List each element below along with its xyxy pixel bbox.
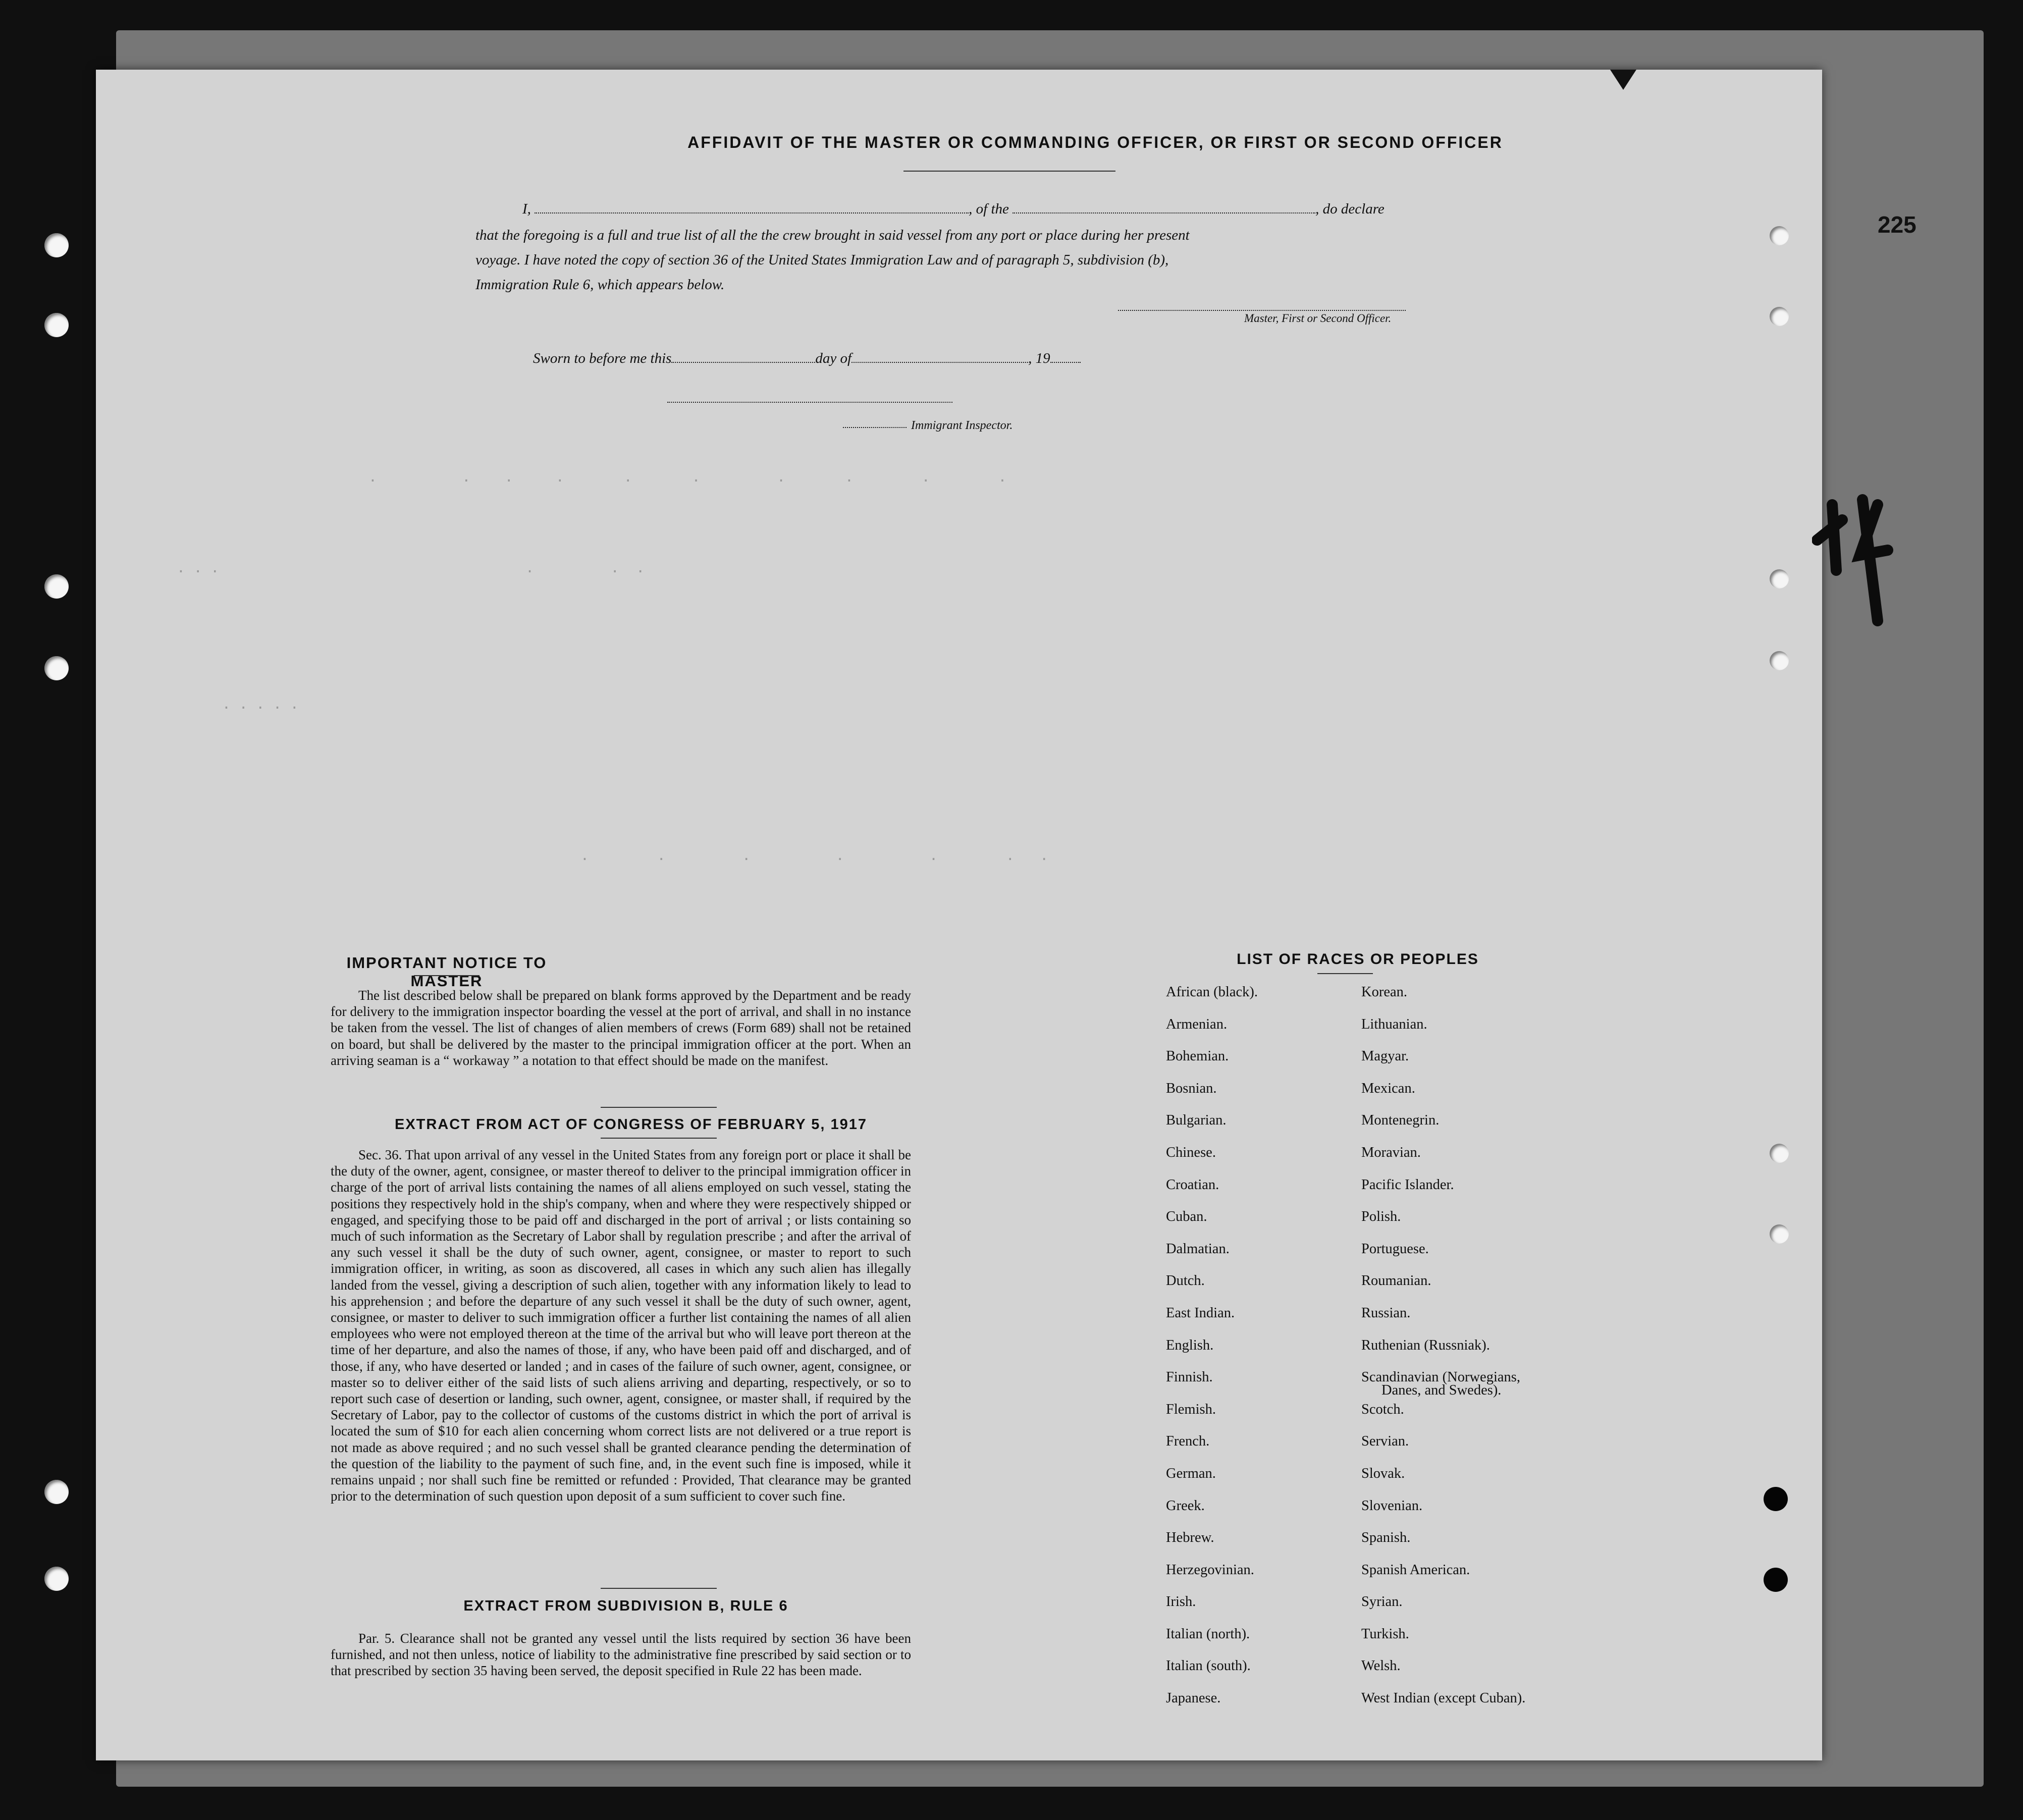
month-blank xyxy=(851,351,1028,363)
race-item: Italian (north). xyxy=(1166,1626,1250,1642)
race-item: Dutch. xyxy=(1166,1273,1205,1289)
notice-rule xyxy=(414,975,480,976)
race-item: Chinese. xyxy=(1166,1144,1216,1160)
binder-hole xyxy=(1770,1144,1789,1163)
page-number: 225 xyxy=(1878,211,1916,238)
bleed-through-text: . . . . . . . xyxy=(580,847,1049,864)
race-item: Finnish. xyxy=(1166,1369,1213,1385)
race-item: Armenian. xyxy=(1166,1016,1228,1032)
race-item: Herzegovinian. xyxy=(1166,1562,1254,1578)
binder-hole xyxy=(44,1480,69,1504)
binder-hole xyxy=(1770,1224,1789,1244)
vessel-blank xyxy=(1013,201,1315,213)
extract-rule-text xyxy=(331,1630,911,1679)
race-item: Lithuanian. xyxy=(1361,1016,1427,1032)
extract-act-paragraph: Sec. 36. That upon arrival of any vessel in the United States from any foreign port or place it shall be the duty of the owner, agent, consignee, or master thereof to deliver to the principal immigration officer in charge of the port of arrival lists containing the names of all aliens employed on such vessel, stating the positions they respectively hold in the ship's company, when and where they were respectively shipped or engaged, and specifying those to be paid off and discharged in the port of arrival ; or lists containing so much of such information as the Secretary of Labor shall by regulation prescribe ; and after the arrival of any such vessel it shall be the duty of such owner, agent, consignee, or master to report to such immigration officer, in writing, as soon as discovered, all cases in which any such alien has illegally landed from the vessel, giving a description of such alien, together with any information likely to lead to his apprehension ; and before the departure of any such vessel it shall be the duty of such owner, agent, consignee, or master to deliver to such immigration officer a further list containing the names of all alien employees who were not employed thereon at the time of the arrival but who will leave port thereon at the time of her departure, and also the names of those, if any, who have been paid off and discharged, and of those, if any, who have deserted or landed ; and in cases of the failure of such owner, agent, consignee, or master so to deliver either of the said lists of such aliens arriving and departing, respectively, or so to report such case of desertion or landing, such owner, agent, consignee, or master shall, if required by the Secretary of Labor, pay to the collector of customs of the customs district in which the port of arrival is located the sum of $10 for each alien concerning whom correct lists are not delivered or a true report is not made as above required ; and no such vessel shall be granted clearance pending the determination of the question of the liability to the payment of such fine, and, in the event such fine is imposed, while it remains unpaid ; nor shall such fine be remitted or refunded : Provided, That clearance may be granted prior to the determination of such question upon deposit of a sum sufficient to cover such fine. xyxy=(331,1147,911,1504)
race-item: Korean. xyxy=(1361,984,1407,1000)
races-rule xyxy=(1317,973,1373,974)
inspector-caption: Immigrant Inspector. xyxy=(911,419,1013,432)
notice-paragraph: The list described below shall be prepared on blank forms approved by the Department and be ready for delivery to the immigration inspector boarding the vessel at the port of arrival, and shall in no instance be taken from the vessel. The list of changes of alien members of crews (Form 689) shall not be retained on board, but shall be delivered by the master to the principal immigration officer at the port. When an arriving seaman is a “ workaway ” a notation to that effect should be made on the manifest. xyxy=(331,988,911,1068)
section-divider xyxy=(601,1107,717,1108)
binder-hole xyxy=(44,656,69,680)
affidavit-line-4: Immigration Rule 6, which appears below. xyxy=(475,277,725,293)
page-corner-notch xyxy=(1610,70,1636,90)
race-item: Mexican. xyxy=(1361,1080,1415,1096)
race-item: Irish. xyxy=(1166,1594,1196,1610)
race-item: Roumanian. xyxy=(1361,1273,1431,1289)
bleed-through-text: . . . . . xyxy=(222,695,299,712)
binder-hole xyxy=(44,233,69,257)
affidavit-text: I, xyxy=(522,201,531,217)
race-item: Ruthenian (Russniak). xyxy=(1361,1337,1490,1353)
bleed-through-text: . . . . . . . . . . xyxy=(368,468,1007,485)
handwritten-mark xyxy=(1812,485,1903,636)
extract-rule-title: EXTRACT FROM SUBDIVISION B, RULE 6 xyxy=(463,1598,788,1614)
extract-act-title: EXTRACT FROM ACT OF CONGRESS OF FEBRUARY 5, 1917 xyxy=(394,1116,868,1133)
race-item: Japanese. xyxy=(1166,1690,1221,1706)
extract-act-text xyxy=(331,1147,911,1504)
race-item: Spanish. xyxy=(1361,1530,1411,1546)
affidavit-line-3: voyage. I have noted the copy of section 36 of the United States Immigration Law and of paragraph 5, subdivision (b), xyxy=(475,252,1169,268)
race-item: Scandinavian (Norwegians, xyxy=(1361,1369,1520,1385)
race-item: Slovak. xyxy=(1361,1465,1405,1481)
binder-hole xyxy=(1764,1487,1788,1511)
binder-hole xyxy=(1770,226,1789,245)
binder-hole xyxy=(1770,307,1789,326)
race-item: Scotch. xyxy=(1361,1401,1404,1417)
race-item: Welsh. xyxy=(1361,1658,1401,1674)
race-item: Greek. xyxy=(1166,1497,1205,1514)
race-item: East Indian. xyxy=(1166,1305,1235,1321)
title-underline xyxy=(903,171,1115,172)
master-signature-caption: Master, First or Second Officer. xyxy=(1244,312,1392,325)
binder-hole xyxy=(1764,1568,1788,1592)
affidavit-text: , do declare xyxy=(1315,201,1385,217)
race-item: Turkish. xyxy=(1361,1626,1409,1642)
day-blank xyxy=(671,351,815,363)
race-item: Bohemian. xyxy=(1166,1048,1229,1064)
binder-hole xyxy=(44,313,69,337)
race-item: French. xyxy=(1166,1433,1210,1450)
race-item: Bulgarian. xyxy=(1166,1112,1227,1129)
document-page xyxy=(96,70,1822,1760)
binder-hole xyxy=(1770,569,1789,588)
inspector-signature-line xyxy=(667,402,952,403)
sworn-text: day of xyxy=(815,350,852,366)
race-item: Flemish. xyxy=(1166,1401,1216,1417)
race-item: Danes, and Swedes). xyxy=(1381,1382,1502,1399)
race-item: Moravian. xyxy=(1361,1144,1421,1160)
affidavit-text: , of the xyxy=(969,201,1009,217)
race-item: German. xyxy=(1166,1465,1216,1481)
race-item: West Indian (except Cuban). xyxy=(1361,1690,1526,1706)
races-left-column xyxy=(1166,982,1258,1721)
sworn-text: , 19 xyxy=(1028,350,1050,366)
inspector-short-line xyxy=(843,427,907,428)
sworn-text: Sworn to before me this xyxy=(533,350,672,366)
races-title: LIST OF RACES OR PEOPLES xyxy=(1237,951,1479,968)
race-item: Magyar. xyxy=(1361,1048,1409,1064)
race-item: English. xyxy=(1166,1337,1214,1353)
binder-hole xyxy=(1770,651,1789,670)
race-item: Italian (south). xyxy=(1166,1658,1251,1674)
binder-hole xyxy=(44,574,69,599)
year-blank xyxy=(1050,351,1081,363)
race-item: Portuguese. xyxy=(1361,1241,1429,1257)
race-item: Syrian. xyxy=(1361,1594,1403,1610)
bleed-through-text: . . . . . . xyxy=(177,559,645,576)
race-item: Montenegrin. xyxy=(1361,1112,1440,1129)
race-item: Pacific Islander. xyxy=(1361,1176,1454,1193)
race-item: Servian. xyxy=(1361,1433,1409,1450)
race-item: Dalmatian. xyxy=(1166,1241,1230,1257)
affidavit-line-2: that the foregoing is a full and true list of all the the crew brought in said vessel from any port or place during her present xyxy=(475,227,1190,243)
race-item: Russian. xyxy=(1361,1305,1411,1321)
extract-rule-paragraph: Par. 5. Clearance shall not be granted any vessel until the lists required by section 36 have been furnished, and not then unless, notice of liability to the administrative fine prescribed by said section or to that prescribed by section 35 having been served, the deposit specified in Rule 22 has been made. xyxy=(331,1631,911,1679)
sworn-line xyxy=(533,345,1081,371)
binder-hole xyxy=(44,1567,69,1591)
race-item: Cuban. xyxy=(1166,1209,1207,1225)
races-right-column xyxy=(1361,982,1525,1721)
race-item: Hebrew. xyxy=(1166,1530,1214,1546)
notice-text xyxy=(331,987,911,1068)
notice-title: IMPORTANT NOTICE TO MASTER xyxy=(346,954,547,990)
affidavit-title: AFFIDAVIT OF THE MASTER OR COMMANDING OFFICER, OR FIRST OR SECOND OFFICER xyxy=(687,133,1503,151)
affidavit-line-1 xyxy=(522,196,1385,222)
race-item: Slovenian. xyxy=(1361,1497,1423,1514)
race-item: African (black). xyxy=(1166,984,1258,1000)
race-item: Croatian. xyxy=(1166,1176,1219,1193)
section-divider xyxy=(601,1588,717,1589)
race-item: Bosnian. xyxy=(1166,1080,1217,1096)
section-divider xyxy=(601,1138,717,1139)
name-blank xyxy=(535,201,969,213)
race-item: Polish. xyxy=(1361,1209,1401,1225)
race-item: Spanish American. xyxy=(1361,1562,1470,1578)
